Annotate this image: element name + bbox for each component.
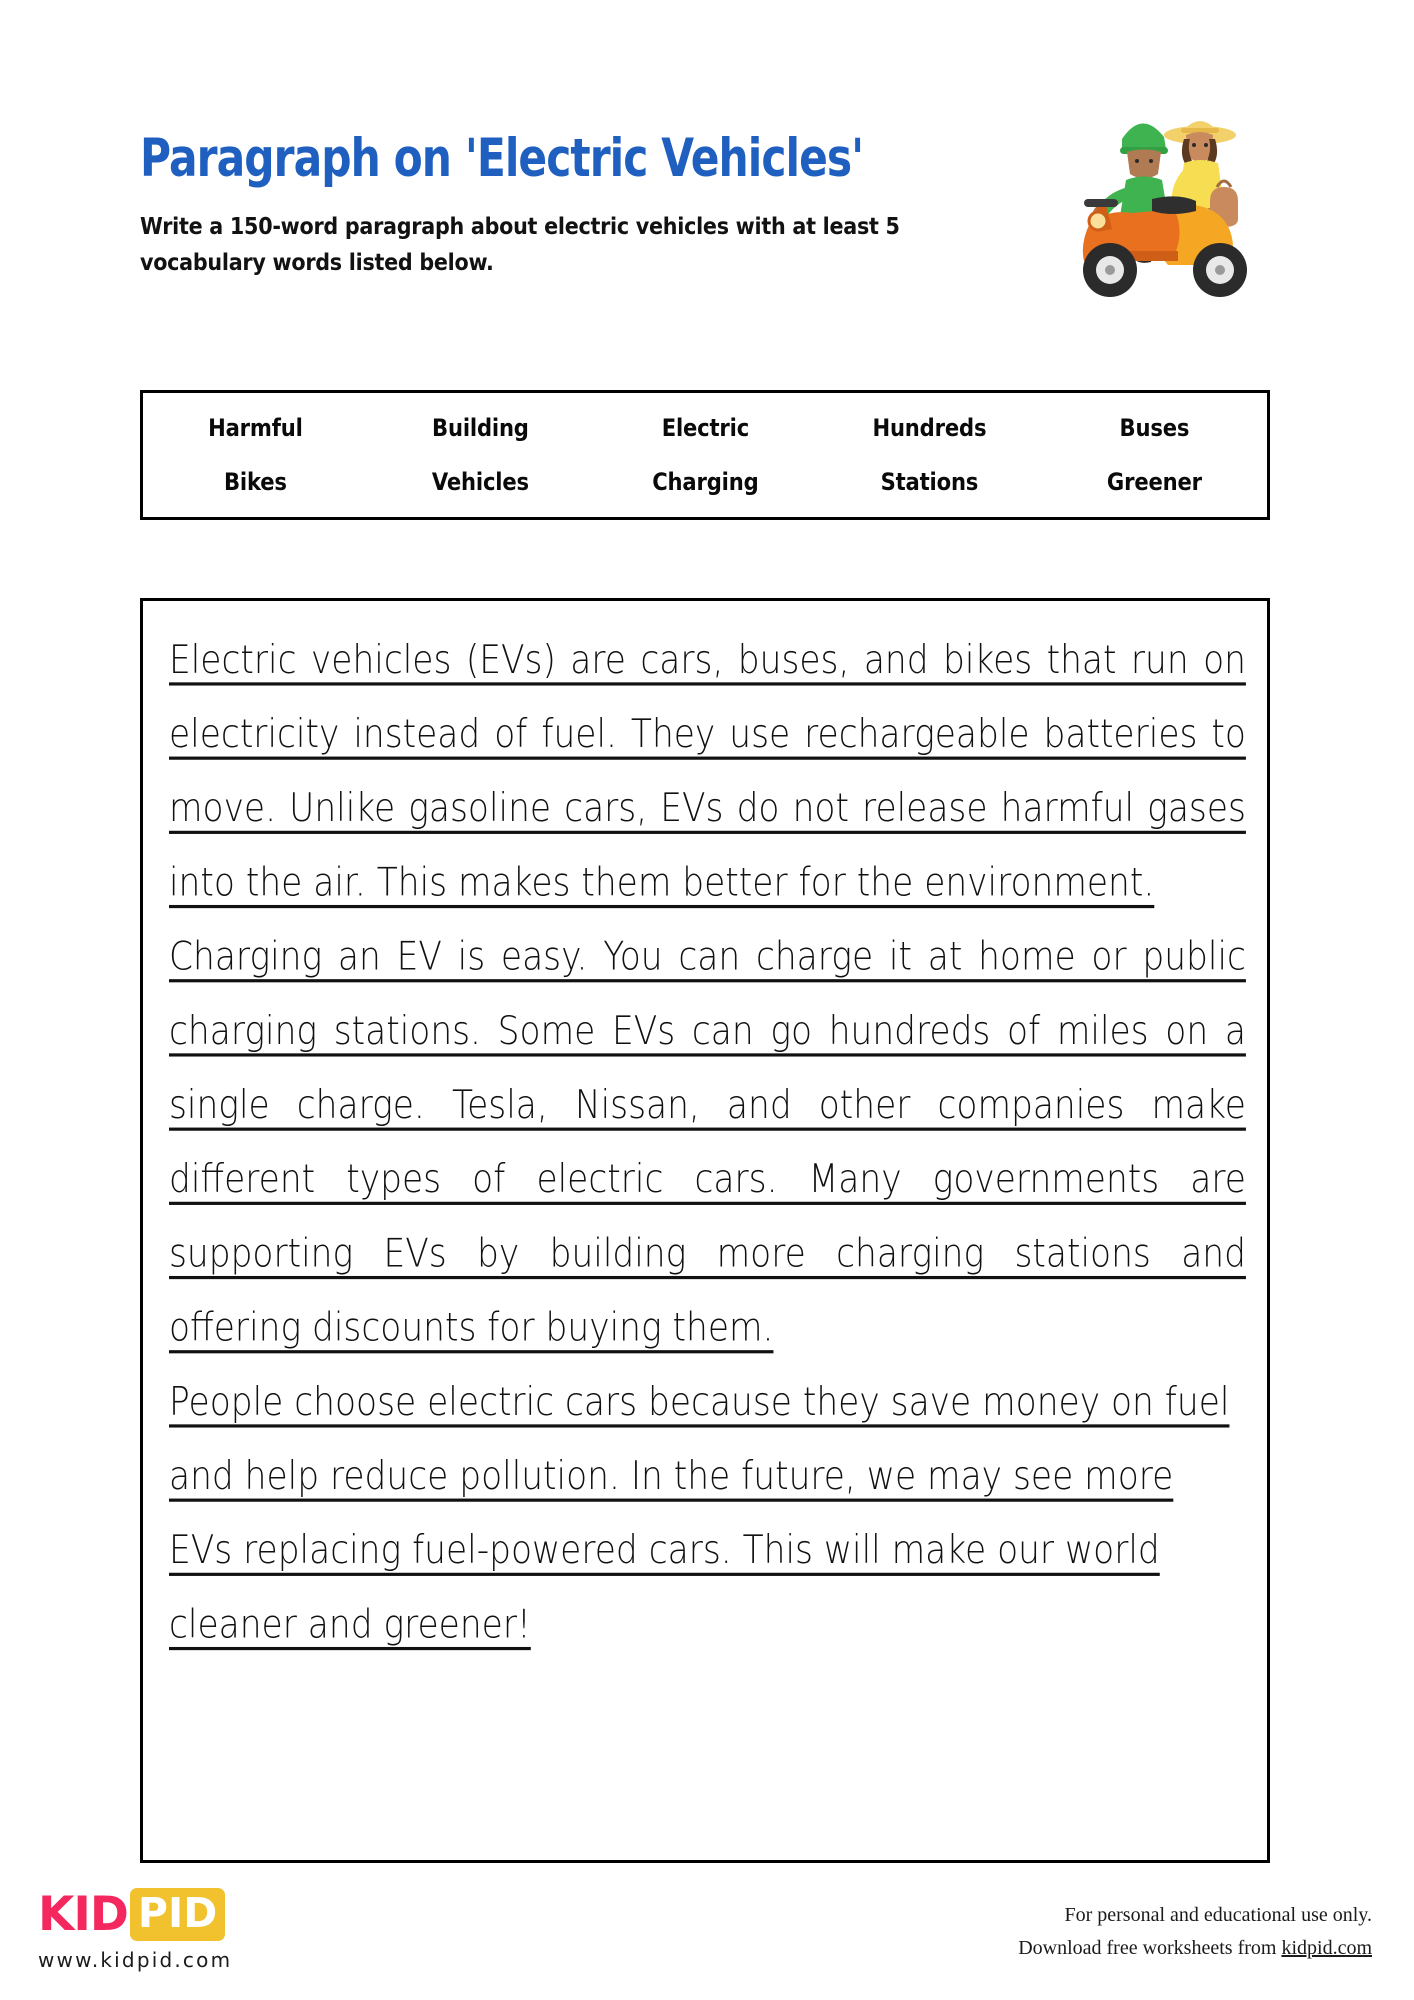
answer-paragraph-3: People choose electric cars because they save money on fuel and help reduce pollution. In the future, we may see more EVs replacing fuel-powered cars. This will make our world cleaner and greener!	[169, 1378, 1230, 1647]
vocabulary-box	[140, 390, 1270, 520]
vocabulary-word: Hundreds	[872, 414, 987, 442]
answer-paragraph-1: Electric vehicles (EVs) are cars, buses, and bikes that run on electricity instead of fuel. They use rechargeable batteries to move. Unlike gasoline cars, EVs do not release harmful gases into the air. This makes them better for the environment.	[169, 636, 1246, 905]
vocabulary-row-1	[143, 414, 1267, 442]
vocabulary-word: Electric	[661, 414, 749, 442]
scooter-illustration	[1034, 95, 1284, 310]
page-title: Paragraph on 'Electric Vehicles'	[140, 128, 864, 189]
vocabulary-word: Building	[431, 414, 529, 442]
answer-box[interactable]	[140, 598, 1270, 1863]
kidpid-logo[interactable]	[38, 1887, 232, 1972]
vocabulary-word: Buses	[1119, 414, 1190, 442]
footer-note-prefix: Download free worksheets from	[1018, 1936, 1282, 1959]
vocabulary-word: Greener	[1107, 468, 1203, 496]
logo-kid-text: KID	[38, 1886, 128, 1942]
vocabulary-word: Stations	[880, 468, 979, 496]
answer-paragraph-2: Charging an EV is easy. You can charge it at home or public charging stations. Some EVs can go hundreds of miles on a single charge. Tesla, Nissan, and other companies make different types of electric cars. Many governments are supporting EVs by building more charging stations and offering discounts for buying them.	[169, 933, 1246, 1351]
footer	[0, 1860, 1414, 2000]
vocabulary-word: Harmful	[208, 414, 303, 442]
answer-text	[169, 623, 1246, 1662]
kidpid-link[interactable]: kidpid.com	[1281, 1936, 1372, 1959]
logo-website-url: www.kidpid.com	[38, 1948, 233, 1972]
vocabulary-row-2	[143, 468, 1267, 496]
instruction-text: Write a 150-word paragraph about electric vehicles with at least 5 vocabulary words listed below.	[140, 214, 900, 276]
logo-pid-text: PID	[130, 1888, 225, 1941]
footer-usage-note	[1018, 1899, 1372, 1964]
vocabulary-word: Bikes	[223, 468, 287, 496]
vocabulary-word: Charging	[651, 468, 759, 496]
logo-mark	[38, 1887, 232, 1941]
vocabulary-word: Vehicles	[431, 468, 529, 496]
footer-note-line-2	[1018, 1932, 1372, 1964]
footer-note-line-1: For personal and educational use only.	[1064, 1904, 1372, 1927]
